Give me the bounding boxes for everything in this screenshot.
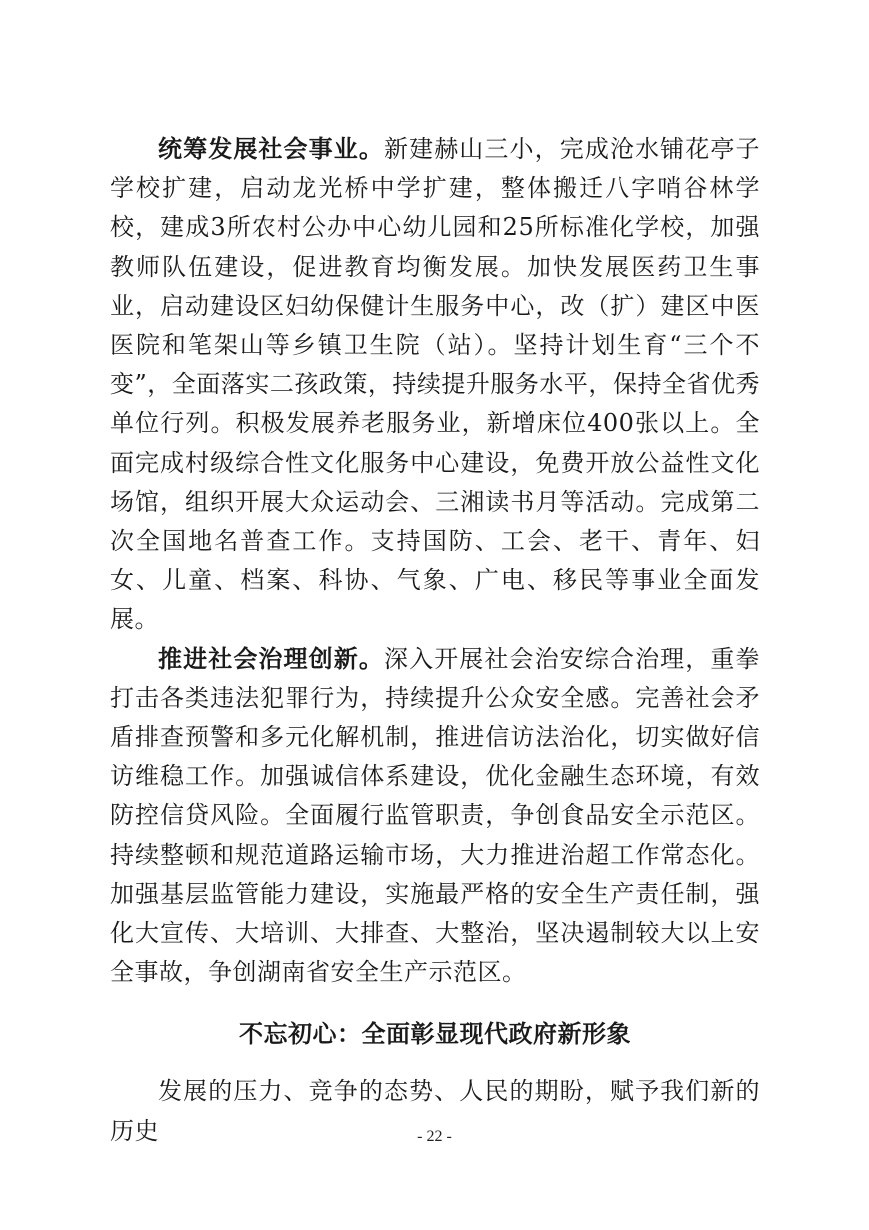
section-heading: 不忘初心：全面彰显现代政府新形象 [239, 1020, 631, 1049]
paragraph-social-undertakings [110, 130, 760, 640]
paragraph-lead: 统筹发展社会事业。 [158, 135, 384, 163]
paragraph-closing: 发展的压力、竞争的态势、人民的期盼，赋予我们新的历史 [110, 1077, 760, 1145]
paragraph-lead: 推进社会治理创新。 [158, 644, 384, 673]
paragraph-text: 深入开展社会治安综合治理，重拳打击各类违法犯罪行为，持续提升公众安全感。完善社会矛盾排查预警和多元化解机制，推进信访法治化，切实做好信访维稳工作。加强诚信体系建设，优化金融生态环境，有效防控信贷风险。全面履行监管职责，争创食品安全示范区。持续整顿和规范道路运输市场，大力推进治超工作常态化。加强基层监管能力建设，实施最严格的安全生产责任制，强化大宣传、大培训、大排查、大整治，坚决遏制较大以上安全事故，争创湖南省安全生产示范区。 [110, 644, 761, 987]
paragraph-text: 新建赫山三小，完成沧水铺花亭子学校扩建，启动龙光桥中学扩建，整体搬迁八字哨谷林学校，建成3所农村公办中心幼儿园和25所标准化学校，加强教师队伍建设，促进教育均衡发展。加快发展医药卫生事业，启动建设区妇幼保健计生服务中心，改（扩）建区中医医院和笔架山等乡镇卫生院（站）。坚持计划生育“三个不变”，全面落实二孩政策，持续提升服务水平，保持全省优秀单位行列。积极发展养老服务业，新增床位400张以上。全面完成村级综合性文化服务中心建设，免费开放公益性文化场馆，组织开展大众运动会、三湘读书月等活动。完成第二次全国地名普查工作。支持国防、工会、老干、青年、妇女、儿童、档案、科协、气象、广电、移民等事业全面发展。 [110, 135, 761, 634]
paragraph-social-governance [110, 640, 760, 993]
document-body [110, 130, 760, 1151]
page-number: - 22 - [417, 1128, 452, 1145]
